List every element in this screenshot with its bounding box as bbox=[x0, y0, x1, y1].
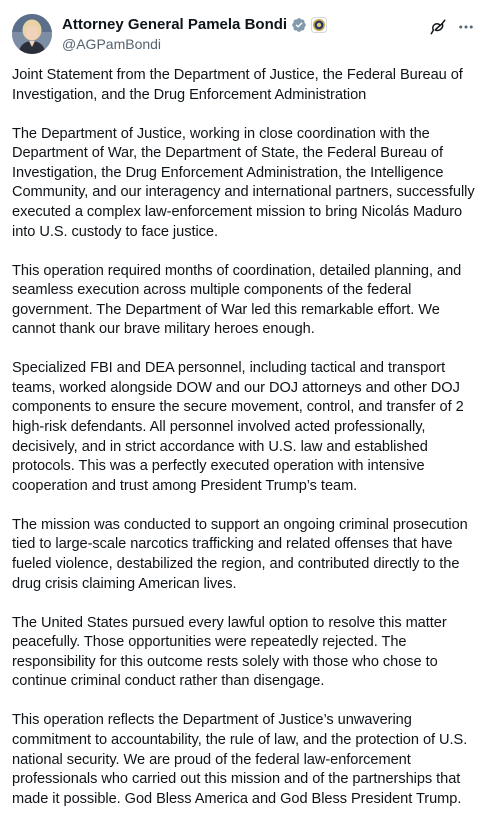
post-paragraph: This operation reflects the Department of Justice’s unwavering commitment to accountability, the rule of law, and the protection of U.S. national security. We are proud of the federal law-enforcement professionals who carried out this mission and of the partnerships that made it possible. God Bless America and God Bless President Trump. bbox=[12, 712, 468, 807]
post-paragraph: The mission was conducted to support an ongoing criminal prosecution tied to large-scale narcotics trafficking and related offenses that have fueled violence, destabilized the region, and contributed directly to the drug crisis claiming American lives. bbox=[12, 516, 468, 592]
post-paragraph-title: Joint Statement from the Department of Justice, the Federal Bureau of Investigation, and the Drug Enforcement Administration bbox=[12, 67, 463, 103]
doj-seal-icon[interactable] bbox=[311, 17, 327, 33]
avatar-portrait-icon bbox=[12, 14, 52, 54]
post-paragraph: This operation required months of coordination, detailed planning, and seamless execution across multiple components of the federal government. The Department of War led this remarkable effort. We cannot thank our brave military heroes enough. bbox=[12, 262, 462, 338]
post-paragraph: The Department of Justice, working in close coordination with the Department of War, the Department of State, the Federal Bureau of Investigation, the Drug Enforcement Administration, the Intelligence Community, and our interagency and international partners, successfully executed a complex law-enforcement mission to bring Nicolás Maduro into U.S. custody to face justice. bbox=[12, 125, 475, 240]
avatar[interactable] bbox=[12, 14, 52, 54]
author-handle[interactable]: @AGPamBondi bbox=[62, 36, 162, 52]
author-name-row bbox=[62, 16, 327, 34]
more-options-icon[interactable] bbox=[457, 18, 475, 36]
post-text bbox=[12, 66, 482, 829]
gray-check-badge-icon[interactable] bbox=[291, 17, 307, 33]
post-header bbox=[12, 0, 487, 62]
post-paragraph: Specialized FBI and DEA personnel, including tactical and transport teams, worked alongside DOW and our DOJ attorneys and other DOJ components to ensure the secure movement, control, and transfer of 2 high-risk defendants. All personnel involved acted professionally, decisively, and in strict accordance with U.S. law and established protocols. This was a perfectly executed operation with intensive cooperation and trust among President Trump’s team. bbox=[12, 360, 464, 494]
post-paragraph: The United States pursued every lawful option to resolve this matter peacefully. Those opportunities were repeatedly rejected. The responsibility for this outcome rests solely with those who chose to continue criminal conduct rather than disengage. bbox=[12, 614, 447, 690]
author-display-name[interactable]: Attorney General Pamela Bondi bbox=[62, 16, 288, 33]
grok-icon[interactable] bbox=[429, 18, 447, 36]
